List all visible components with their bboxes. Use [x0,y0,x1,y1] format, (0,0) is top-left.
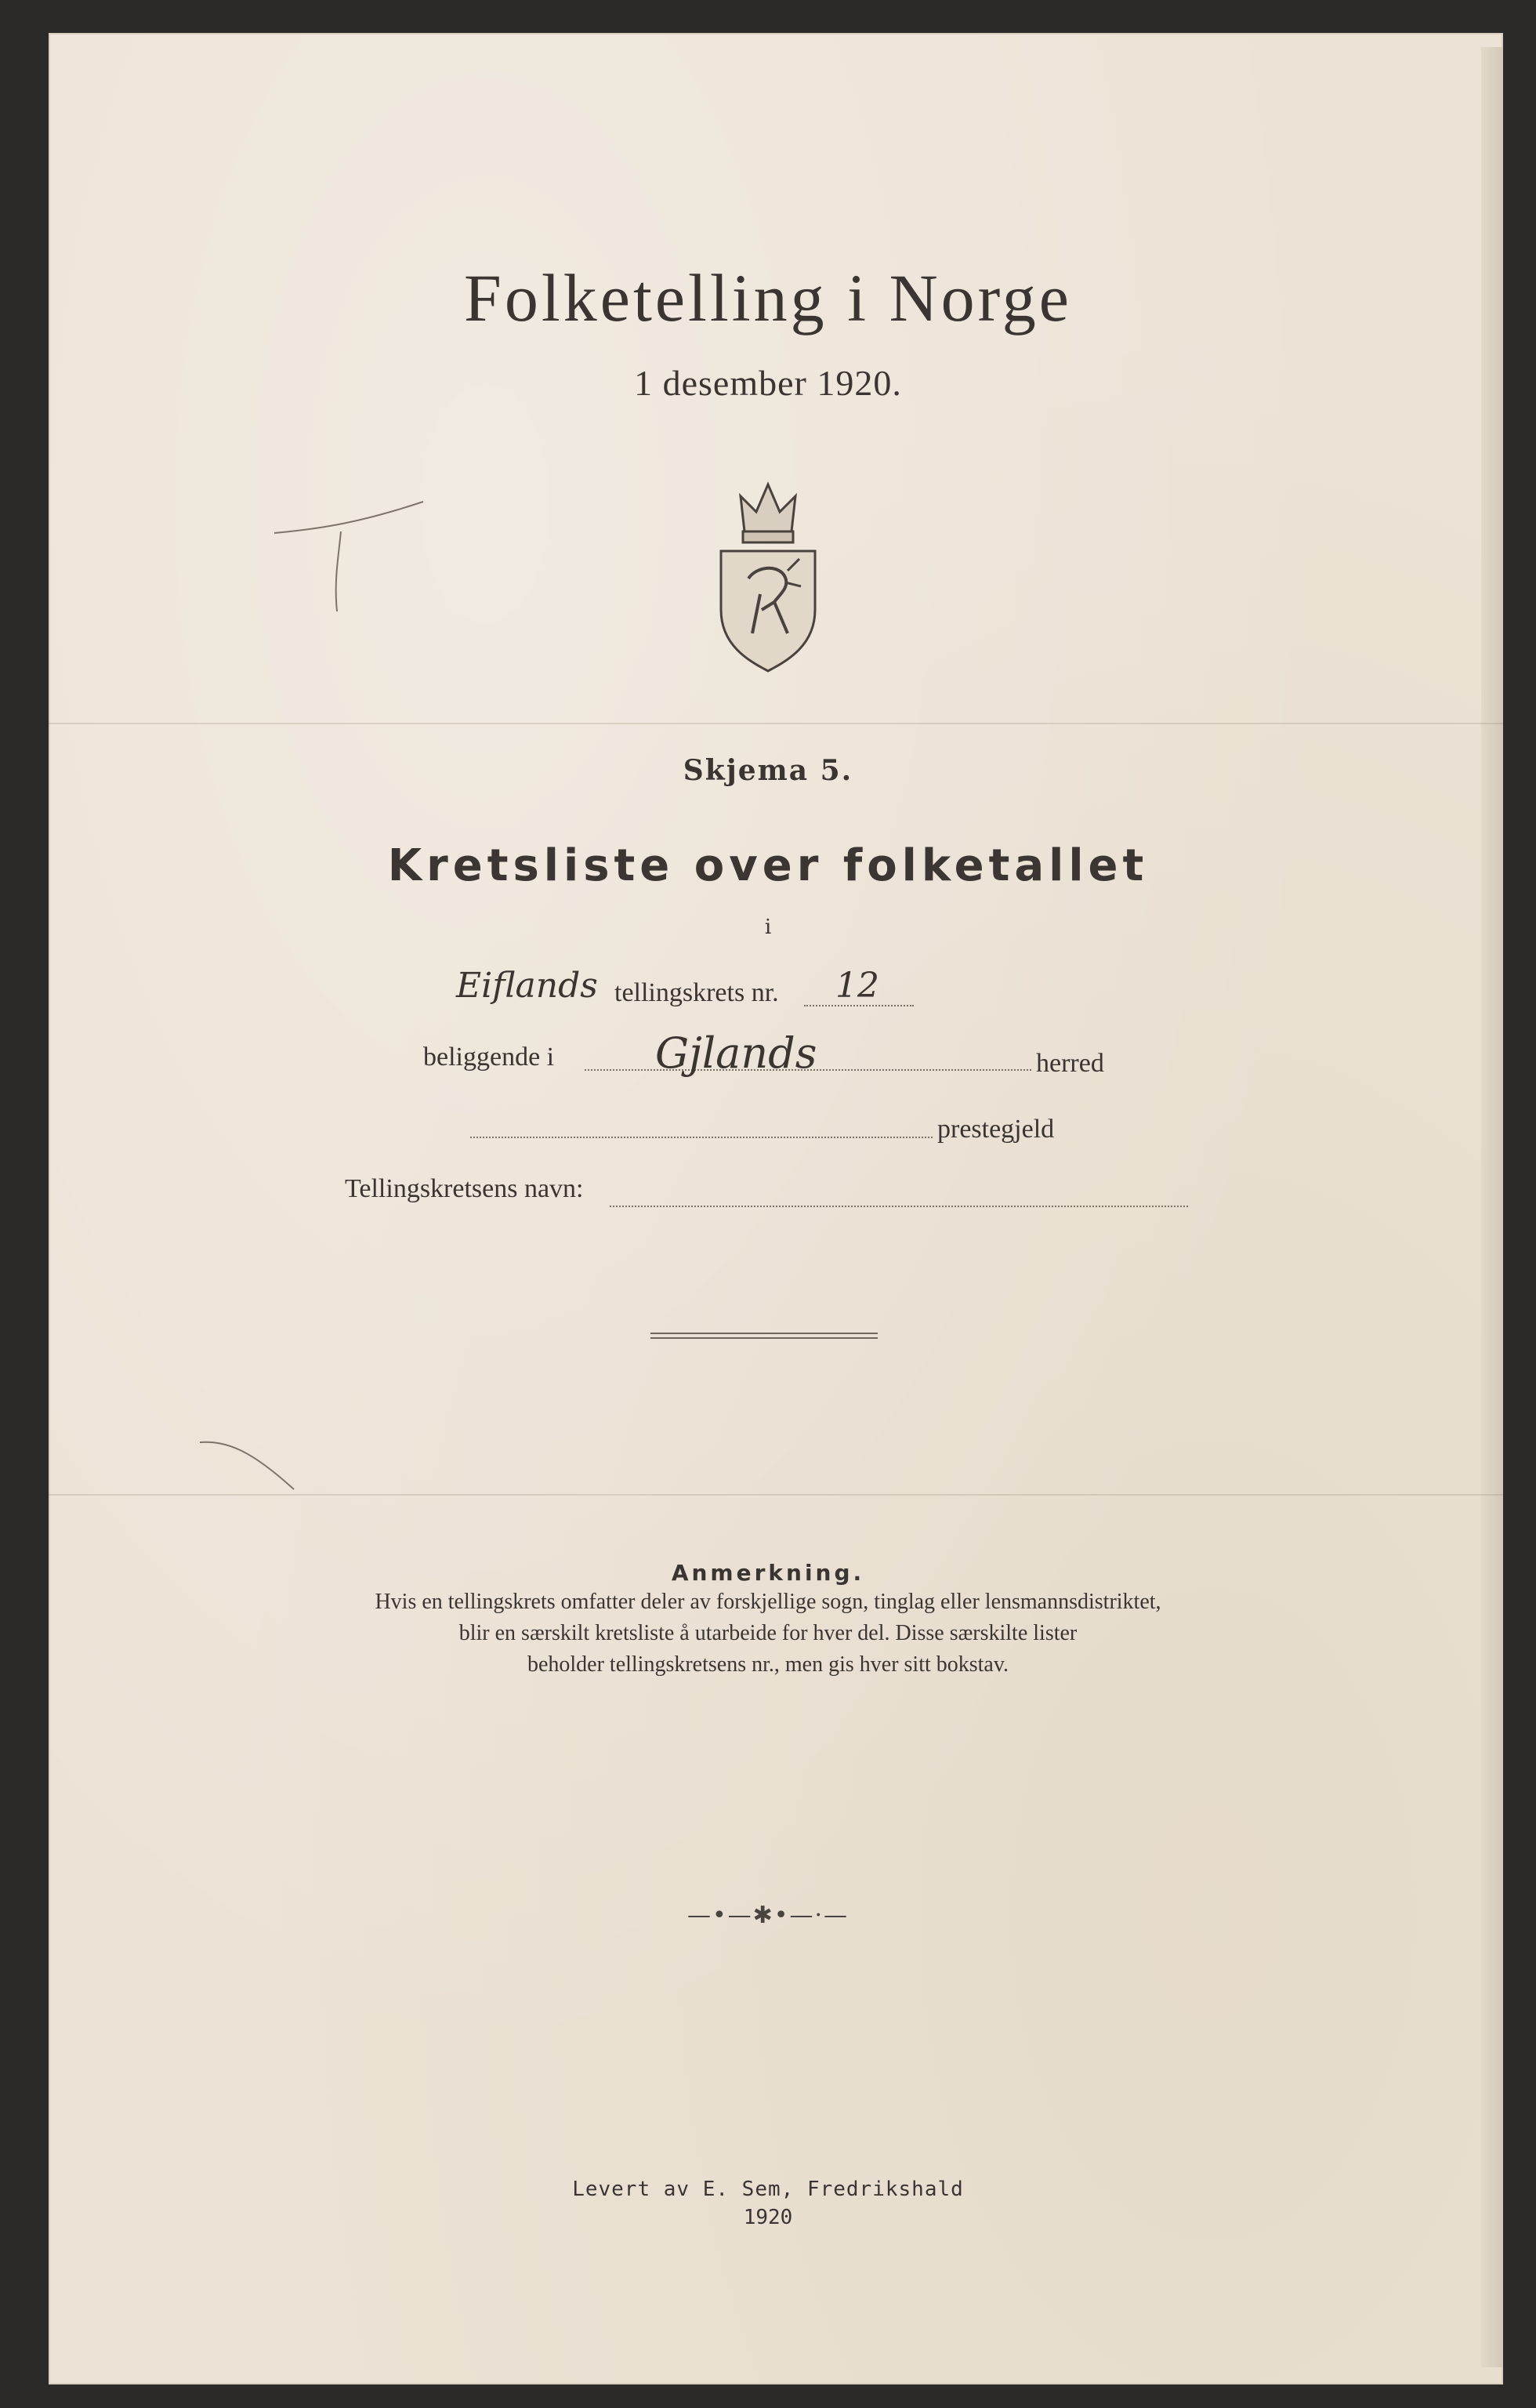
printer-credit: Levert av E. Sem, Fredrikshald [572,2178,964,2201]
herred-handwritten: Gjlands [655,1028,817,1078]
document-title: Folketelling i Norge [464,260,1072,335]
note-line: blir en særskilt kretsliste å utarbeide for hver del. Disse særskilte lister [458,1621,1078,1645]
divider [650,1333,878,1334]
prestegjeld-label: prestegjeld [937,1115,1055,1144]
pencil-mark [196,1434,306,1497]
note-heading: Anmerkning. [671,1560,865,1586]
krets-handwritten: Eiflands [456,966,598,1006]
connector-word: i [764,916,772,939]
ornament: —•—✱•—·— [686,1902,850,1929]
prestegjeld-line [470,1137,933,1138]
pencil-mark [266,486,455,627]
form-heading: Kretsliste over folketallet [387,840,1149,891]
note-line: Hvis en tellingskrets omfatter deler av forskjellige sogn, tinglag eller lensmannsdistriktet, [375,1590,1161,1614]
fold-line [49,723,1503,724]
schema-number: Skjema 5. [683,754,853,787]
krets-nr-handwritten: 12 [835,966,879,1006]
herred-label: herred [1036,1049,1104,1078]
printer-year: 1920 [743,2206,793,2229]
krets-label: tellingskrets nr. [614,978,779,1007]
coat-of-arms-icon [713,477,823,673]
note-line: beholder tellingskretsens nr., men gis hver sitt bokstav. [527,1652,1009,1677]
divider [650,1337,878,1339]
beliggende-label: beliggende i [423,1043,555,1072]
krets-name-label: Tellingskretsens navn: [345,1174,584,1203]
krets-name-line [610,1206,1188,1207]
census-date: 1 desember 1920. [634,363,902,403]
